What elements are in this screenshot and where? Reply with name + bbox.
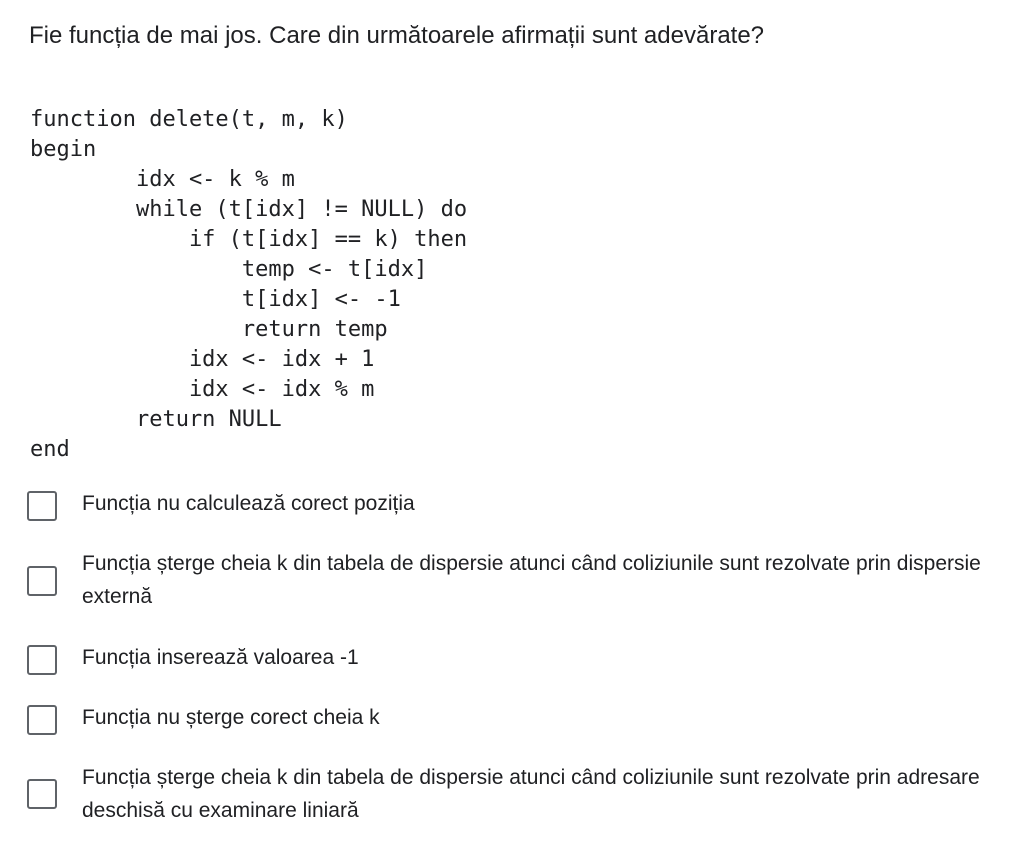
code-line: idx <- idx % m [30, 377, 375, 402]
code-line: t[idx] <- -1 [30, 287, 401, 312]
option-5-label[interactable]: Funcția șterge cheia k din tabela de dispersie atunci când coliziunile sunt rezolvate prin adresare deschisă cu examinare liniară [82, 766, 980, 822]
option-1-checkbox[interactable] [27, 491, 57, 521]
code-line: function delete(t, m, k) [30, 107, 348, 132]
code-line: while (t[idx] != NULL) do [30, 197, 468, 222]
code-line: temp <- t[idx] [30, 257, 428, 282]
option-4-label[interactable]: Funcția nu șterge corect cheia k [82, 706, 380, 729]
option-3-checkbox[interactable] [27, 645, 57, 675]
option-4-checkbox[interactable] [27, 705, 57, 735]
question-text: Fie funcția de mai jos. Care din următoarele afirmații sunt adevărate? [29, 22, 765, 49]
code-line: idx <- idx + 1 [30, 347, 375, 372]
code-line: end [30, 437, 70, 462]
code-line: if (t[idx] == k) then [30, 227, 468, 252]
option-3-label[interactable]: Funcția inserează valoarea -1 [82, 646, 359, 669]
option-1-label[interactable]: Funcția nu calculează corect poziția [82, 492, 415, 515]
code-line: return temp [30, 317, 388, 342]
option-2-label[interactable]: Funcția șterge cheia k din tabela de dispersie atunci când coliziunile sunt rezolvate prin dispersie externă [82, 552, 981, 608]
code-block [30, 105, 467, 465]
option-2-checkbox[interactable] [27, 566, 57, 596]
code-line: begin [30, 137, 97, 162]
code-line: idx <- k % m [30, 167, 295, 192]
option-5-checkbox[interactable] [27, 779, 57, 809]
code-line: return NULL [30, 407, 282, 432]
